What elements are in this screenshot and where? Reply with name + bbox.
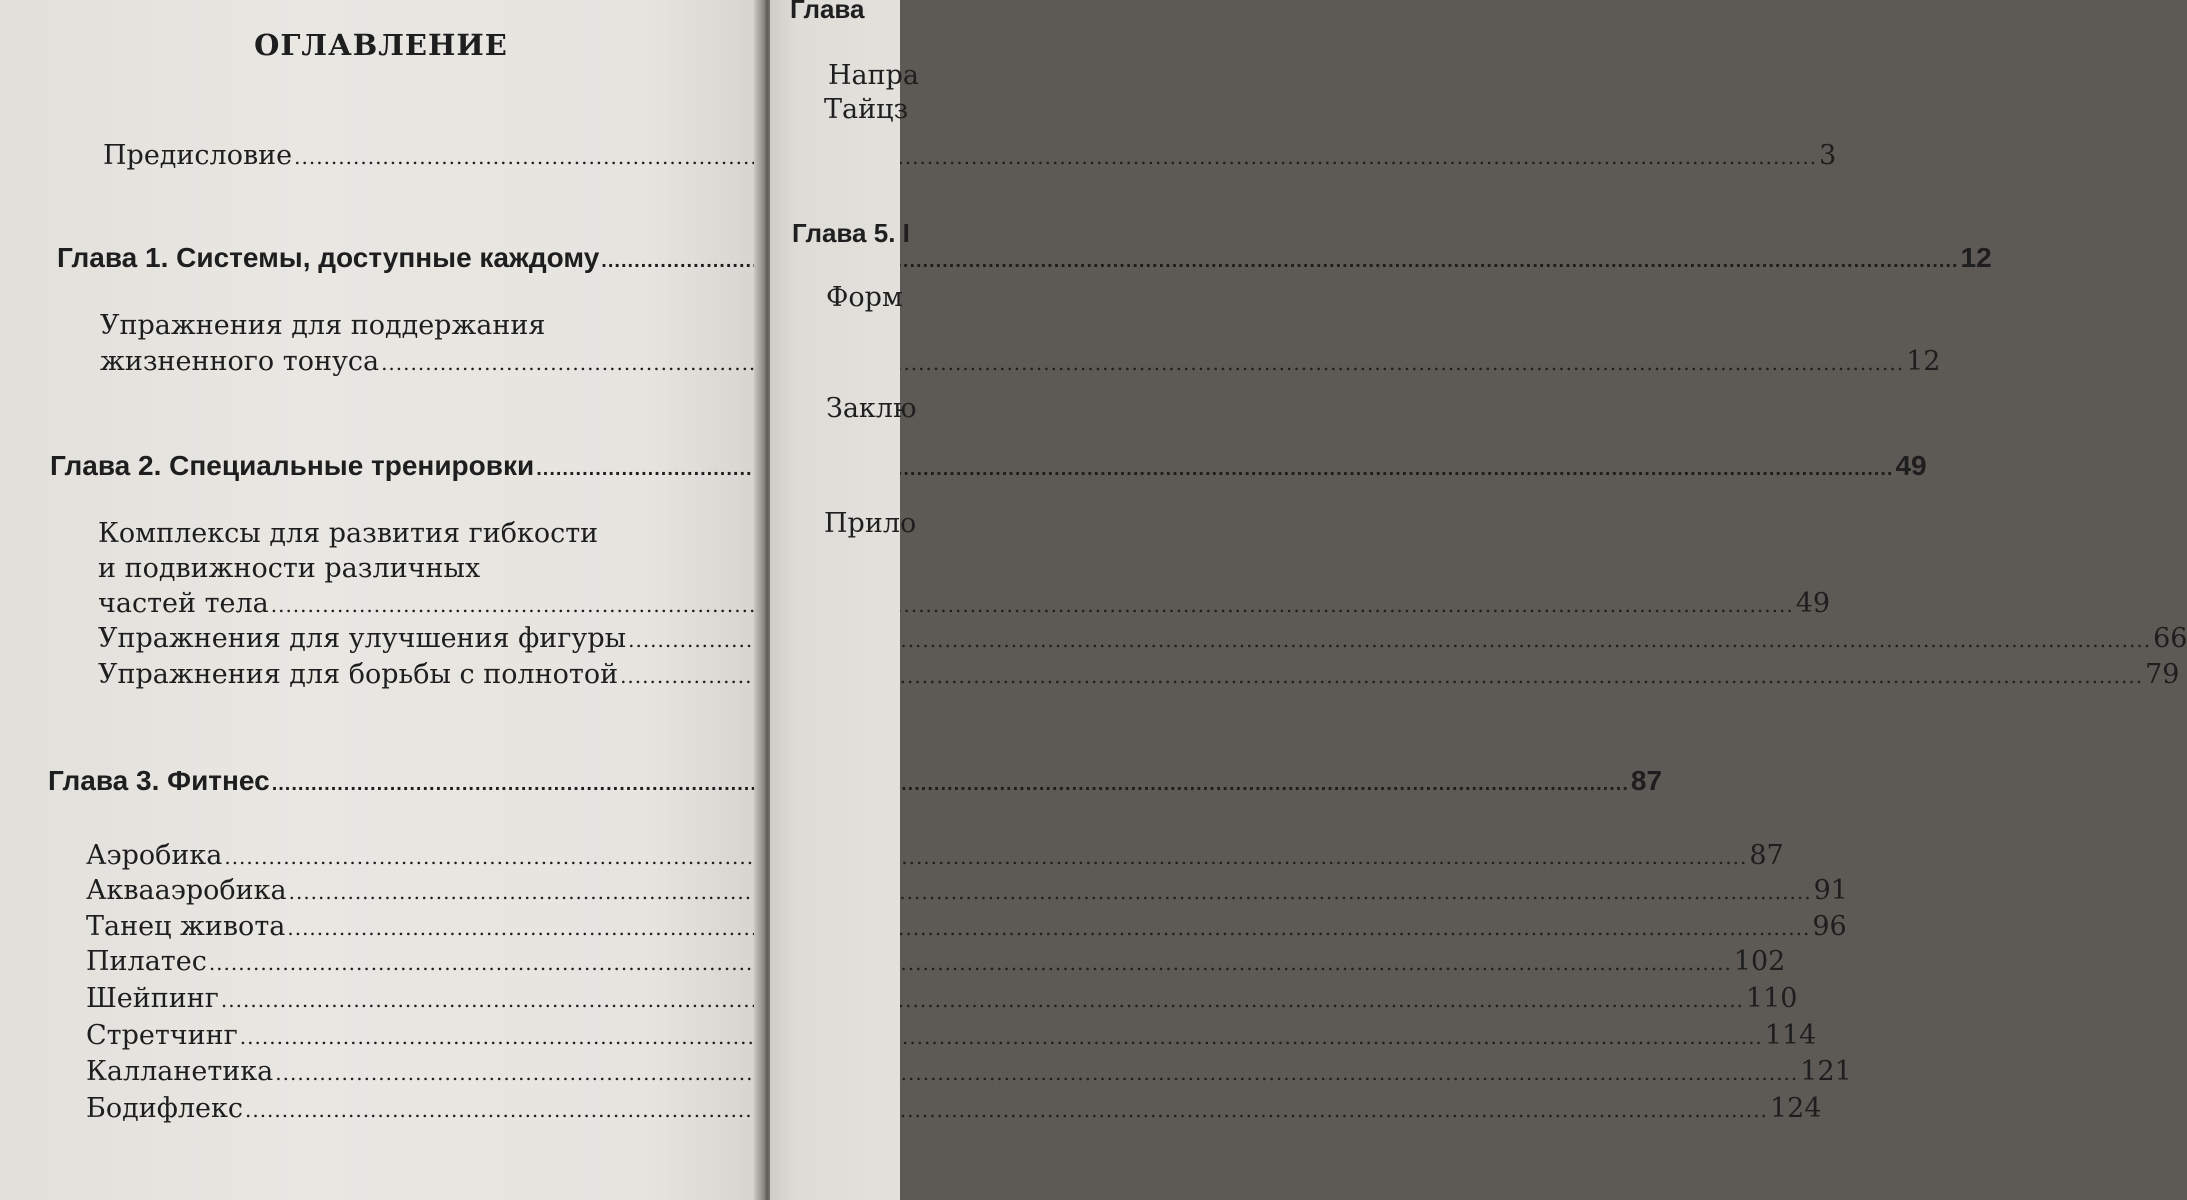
entry-label: Предисловие (103, 140, 293, 171)
right-page-text: Заклю (826, 393, 917, 424)
entry-label: Стретчинг (86, 1020, 238, 1051)
toc-entry-aerobics[interactable] (86, 840, 1784, 871)
chapter-label: Глава 3. Фитнес (48, 765, 270, 796)
toc-title: ОГЛАВЛЕНИЕ (254, 28, 508, 62)
entry-page: 3 (1819, 140, 1837, 171)
entry-label: Аквааэробика (86, 875, 287, 906)
chapter-page: 87 (1630, 765, 1663, 796)
leader-dots (240, 1025, 1763, 1049)
toc-entry-aquaaerobics[interactable] (86, 875, 1848, 906)
toc-chapter-3[interactable] (48, 765, 1663, 797)
leader-dots (272, 773, 1629, 796)
leader-dots (536, 458, 1893, 481)
toc-chapter-2[interactable] (50, 450, 1927, 482)
entry-line: Упражнения для поддержания (100, 310, 546, 341)
entry-label: Упражнения для борьбы с полнотой (98, 659, 619, 690)
entry-label: Бодифлекс (86, 1093, 243, 1124)
chapter-label: Глава 1. Системы, доступные каждому (57, 242, 600, 273)
entry-label: частей тела (98, 588, 269, 619)
right-page (770, 0, 920, 1200)
leader-dots (245, 1098, 1768, 1122)
entry-label: Аэробика (86, 840, 223, 871)
entry-page: 87 (1749, 840, 1784, 871)
leader-dots (294, 145, 1817, 169)
entry-page: 102 (1733, 946, 1786, 977)
right-page-text: Тайцз (824, 94, 909, 125)
entry-page: 66 (2153, 623, 2187, 654)
toc-entry-figure[interactable] (98, 623, 2187, 654)
entry-page: 121 (1800, 1056, 1852, 1087)
leader-dots (224, 845, 1747, 869)
toc-entry-vitality[interactable] (100, 346, 1941, 377)
toc-chapter-1[interactable] (57, 242, 1992, 274)
entry-page: 110 (1745, 983, 1798, 1014)
toc-entry-flexibility[interactable] (98, 588, 1831, 619)
entry-page: 96 (1812, 911, 1847, 942)
entry-label: Танец живота (86, 911, 286, 942)
entry-label: жизненного тонуса (100, 346, 380, 377)
entry-line: Комплексы для развития гибкости (98, 518, 599, 549)
entry-page: 114 (1764, 1020, 1817, 1051)
leader-dots (209, 951, 1732, 975)
leader-dots (289, 880, 1812, 904)
toc-entry-pilates[interactable] (86, 946, 1786, 977)
toc-entry-bodyflex[interactable] (86, 1093, 1822, 1124)
leader-dots (221, 988, 1744, 1012)
leader-dots (287, 916, 1810, 940)
toc-entry-weight[interactable] (98, 659, 2180, 690)
entry-line: и подвижности различных (98, 553, 481, 584)
leader-dots (275, 1061, 1798, 1085)
entry-label: Упражнения для улучшения фигуры (98, 623, 627, 654)
toc-entry-shaping[interactable] (86, 983, 1798, 1014)
toc-entry-stretching[interactable] (86, 1020, 1817, 1051)
entry-page: 124 (1769, 1093, 1822, 1124)
chapter-page: 12 (1960, 242, 1992, 273)
leader-dots (381, 351, 1904, 375)
leader-dots (271, 593, 1794, 617)
right-page-text: Глава 5. I (792, 218, 910, 248)
toc-entry-belly-dance[interactable] (86, 911, 1847, 942)
right-page-text: Прило (824, 508, 917, 539)
entry-label: Шейпинг (86, 983, 219, 1014)
entry-label: Калланетика (86, 1056, 274, 1087)
entry-label: Пилатес (86, 946, 207, 977)
entry-page: 12 (1906, 346, 1941, 377)
entry-page: 91 (1813, 875, 1848, 906)
right-page-text: Глава (790, 0, 865, 24)
chapter-label: Глава 2. Специальные тренировки (50, 450, 535, 481)
toc-entry-callanetics[interactable] (86, 1056, 1852, 1087)
chapter-page: 49 (1895, 450, 1927, 481)
toc-entry-preface[interactable] (103, 140, 1837, 171)
entry-page: 79 (2145, 659, 2180, 690)
entry-page: 49 (1795, 588, 1831, 619)
right-page-text: Форм (826, 282, 903, 313)
right-page-text: Напра (828, 60, 920, 91)
